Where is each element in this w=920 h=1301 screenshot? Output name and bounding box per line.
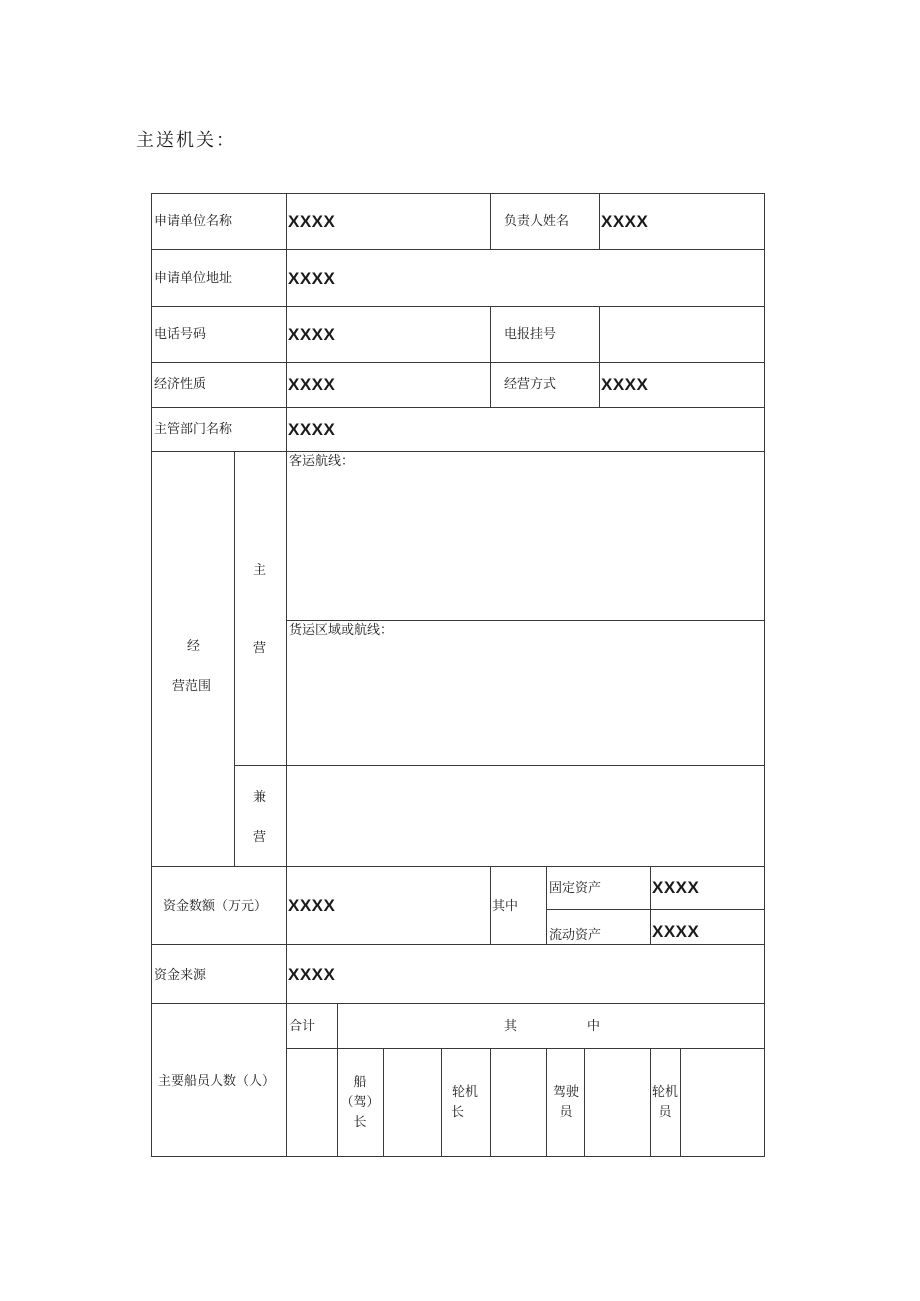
table-line: [286, 193, 287, 1157]
fixed-assets-value[interactable]: XXXX: [652, 878, 700, 897]
applicant-name-value[interactable]: XXXX: [288, 212, 336, 231]
page-heading: 主送机关：: [136, 130, 236, 151]
crew-among-char2: 中: [587, 1019, 601, 1034]
among-label: 其中: [492, 899, 519, 914]
chief-engineer-header-line2: 长: [451, 1105, 465, 1120]
table-line: [599, 306, 600, 407]
crew-count-label: 主要船员人数（人）: [158, 1074, 276, 1089]
business-mode-label: 经营方式: [504, 377, 557, 392]
table-line: [286, 620, 765, 621]
authority-value[interactable]: XXXX: [288, 420, 336, 439]
crew-total-label: 合计: [289, 1019, 316, 1034]
phone-label: 电话号码: [154, 327, 207, 342]
responsible-person-value[interactable]: XXXX: [601, 212, 649, 231]
table-line: [151, 1003, 765, 1004]
current-assets-label: 流动资产: [549, 928, 602, 943]
table-line: [151, 944, 765, 945]
navigator-header: [551, 1083, 581, 1123]
captain-header-line2: （驾）: [340, 1095, 380, 1110]
business-mode-value[interactable]: XXXX: [601, 375, 649, 394]
secondary-business-char2: 营: [253, 830, 267, 845]
telegraph-label: 电报挂号: [504, 327, 557, 342]
table-line: [151, 1156, 765, 1157]
table-line: [337, 1003, 338, 1157]
table-line: [546, 1048, 547, 1157]
table-line: [151, 866, 765, 867]
funding-source-value[interactable]: XXXX: [288, 965, 336, 984]
authority-label: 主管部门名称: [154, 422, 233, 437]
scope-label-line1: 经: [187, 639, 201, 654]
main-business-char2: 营: [253, 641, 267, 656]
applicant-name-label: 申请单位名称: [154, 214, 233, 229]
passenger-route-label: 客运航线：: [289, 454, 355, 469]
table-line: [151, 249, 765, 250]
table-line: [151, 362, 765, 363]
table-line: [441, 1048, 442, 1157]
table-line: [546, 909, 765, 910]
table-line: [151, 306, 765, 307]
table-line: [490, 866, 491, 944]
economic-nature-label: 经济性质: [154, 377, 207, 392]
chief-engineer-header-line1: 轮机: [451, 1085, 478, 1100]
capital-label: 资金数额（万元）: [163, 899, 268, 914]
engineer-header-line2: 员: [658, 1105, 672, 1120]
captain-header: [340, 1073, 380, 1133]
responsible-person-label: 负责人姓名: [504, 214, 570, 229]
table-line: [286, 1048, 765, 1049]
table-line: [234, 451, 235, 866]
table-line: [764, 193, 765, 1157]
capital-value[interactable]: XXXX: [288, 896, 336, 915]
navigator-header-line2: 员: [559, 1105, 573, 1120]
chief-engineer-header: [450, 1083, 480, 1123]
table-line: [151, 193, 152, 1157]
table-line: [650, 866, 651, 944]
table-line: [490, 1048, 491, 1157]
fixed-assets-label: 固定资产: [549, 881, 602, 896]
crew-among-char1: 其: [504, 1019, 518, 1034]
table-line: [490, 193, 491, 249]
engineer-header-line1: 轮机: [651, 1085, 678, 1100]
funding-source-label: 资金来源: [154, 968, 207, 983]
cargo-route-label: 货运区域或航线：: [289, 623, 394, 638]
table-line: [234, 765, 765, 766]
phone-value[interactable]: XXXX: [288, 325, 336, 344]
table-line: [151, 193, 765, 194]
captain-header-line1: 船: [353, 1075, 367, 1090]
navigator-header-line1: 驾驶: [552, 1085, 579, 1100]
table-line: [599, 193, 600, 249]
table-line: [584, 1048, 585, 1157]
applicant-address-label: 申请单位地址: [154, 271, 233, 286]
main-business-char1: 主: [253, 563, 267, 578]
table-line: [490, 306, 491, 407]
captain-header-line3: 长: [353, 1115, 367, 1130]
economic-nature-value[interactable]: XXXX: [288, 375, 336, 394]
table-line: [383, 1048, 384, 1157]
application-form: [151, 193, 765, 1158]
current-assets-value[interactable]: XXXX: [652, 922, 700, 941]
table-line: [680, 1048, 681, 1157]
secondary-business-char1: 兼: [253, 790, 267, 805]
scope-label-line2: 营范围: [172, 679, 212, 694]
applicant-address-value[interactable]: XXXX: [288, 269, 336, 288]
table-line: [546, 866, 547, 944]
table-line: [151, 407, 765, 408]
engineer-header: [650, 1083, 680, 1123]
table-line: [151, 451, 765, 452]
